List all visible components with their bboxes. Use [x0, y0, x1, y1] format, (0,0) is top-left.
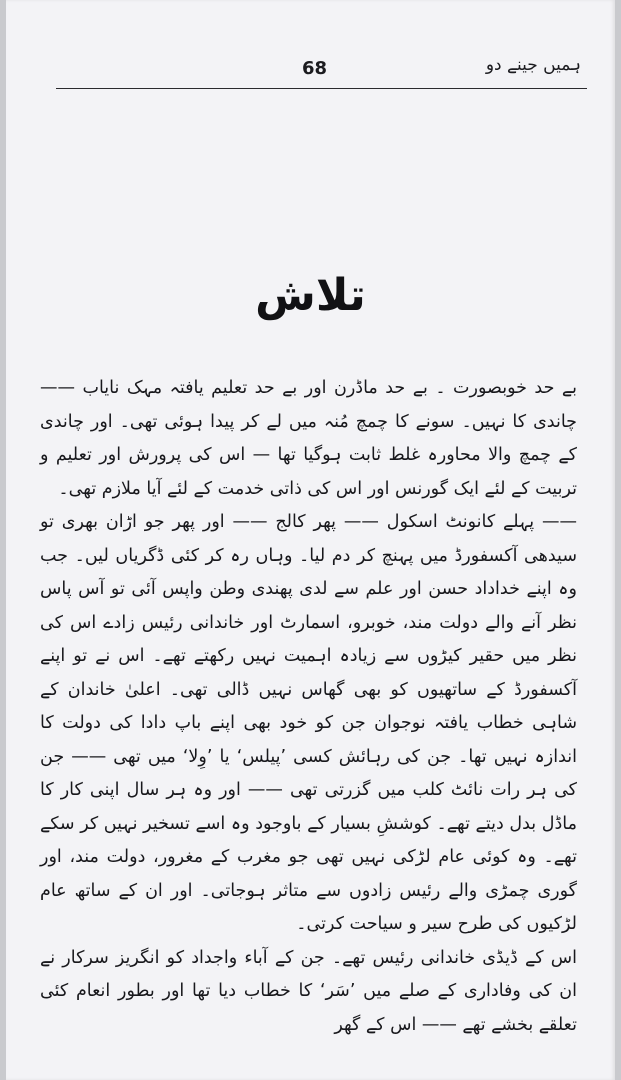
chapter-title: تلاش [255, 270, 366, 321]
paragraph: —— پہلے کانونٹ اسکول —— پھر کالج —— اور پھر جو اڑان بھری تو سیدھی آکسفورڈ میں پہنچ کر دم لیا۔ وہاں رہ کر کئی ڈگریاں لیں۔ جب وہ اپنے خداداد حسن اور علم سے لدی پھندی وطن واپس آئی تو آس پاس نظر آنے والے دولت مند، خوبرو، اسمارٹ اور خاندانی رئیس زادے اس کی نظر میں حقیر کیڑوں سے زیادہ اہمیت نہیں رکھتے تھے۔ اس نے تو اپنے آکسفورڈ کے ساتھیوں کو بھی گھاس نہیں ڈالی تھی۔ اعلیٰ خاندان کے شاہی خطاب یافتہ نوجوان جن کو خود بھی اپنے باپ دادا کی دولت کا اندازہ نہیں تھا۔ جن کی رہائش کسی ’پیلس‘ یا ’وِلا‘ میں تھی —— جن کی ہر رات نائٹ کلب میں گزرتی تھی —— اور وہ ہر سال اپنی کار کا ماڈل بدل دیتے تھے۔ کوششِ بسیار کے باوجود وہ اسے تسخیر نہیں کر سکے تھے۔ وہ کوئی عام لڑکی نہیں تھی جو مغرب کے مغرور، دولت مند، اور گوری چمڑی والے رئیس زادوں سے متاثر ہوجاتی۔ اور ان کے ساتھ عام لڑکیوں کی طرح سیر و سیاحت کرتی۔ [40, 512, 577, 934]
book-page [6, 0, 615, 1080]
header-rule [56, 88, 587, 89]
running-title: ہمیں جینے دو [485, 55, 581, 75]
page-number: 68 [302, 58, 328, 79]
paragraph: اس کے ڈیڈی خاندانی رئیس تھے۔ جن کے آباء واجداد کو انگریز سرکار نے ان کی وفاداری کے صلے میں ’سَر‘ کا خطاب دیا تھا اور بطور انعام کئی تعلقے بخشے تھے —— اس کے گھر [40, 947, 577, 1035]
page-header [6, 52, 615, 82]
paragraph: بے حد خوبصورت ۔ بے حد ماڈرن اور بے حد تعلیم یافتہ مہک نایاب —— چاندی کا نہیں۔ سونے کا چمچ مُنہ میں لے کر پیدا ہوئی تھی۔ اور چاندی کے چمچ والا محاورہ غلط ثابت ہوگیا تھا — اس کی پرورش اور تعلیم و تربیت کے لئے ایک گورنس اور اس کی ذاتی خدمت کے لئے آیا ملازم تھی۔ [40, 378, 577, 499]
body-text [40, 372, 577, 1042]
